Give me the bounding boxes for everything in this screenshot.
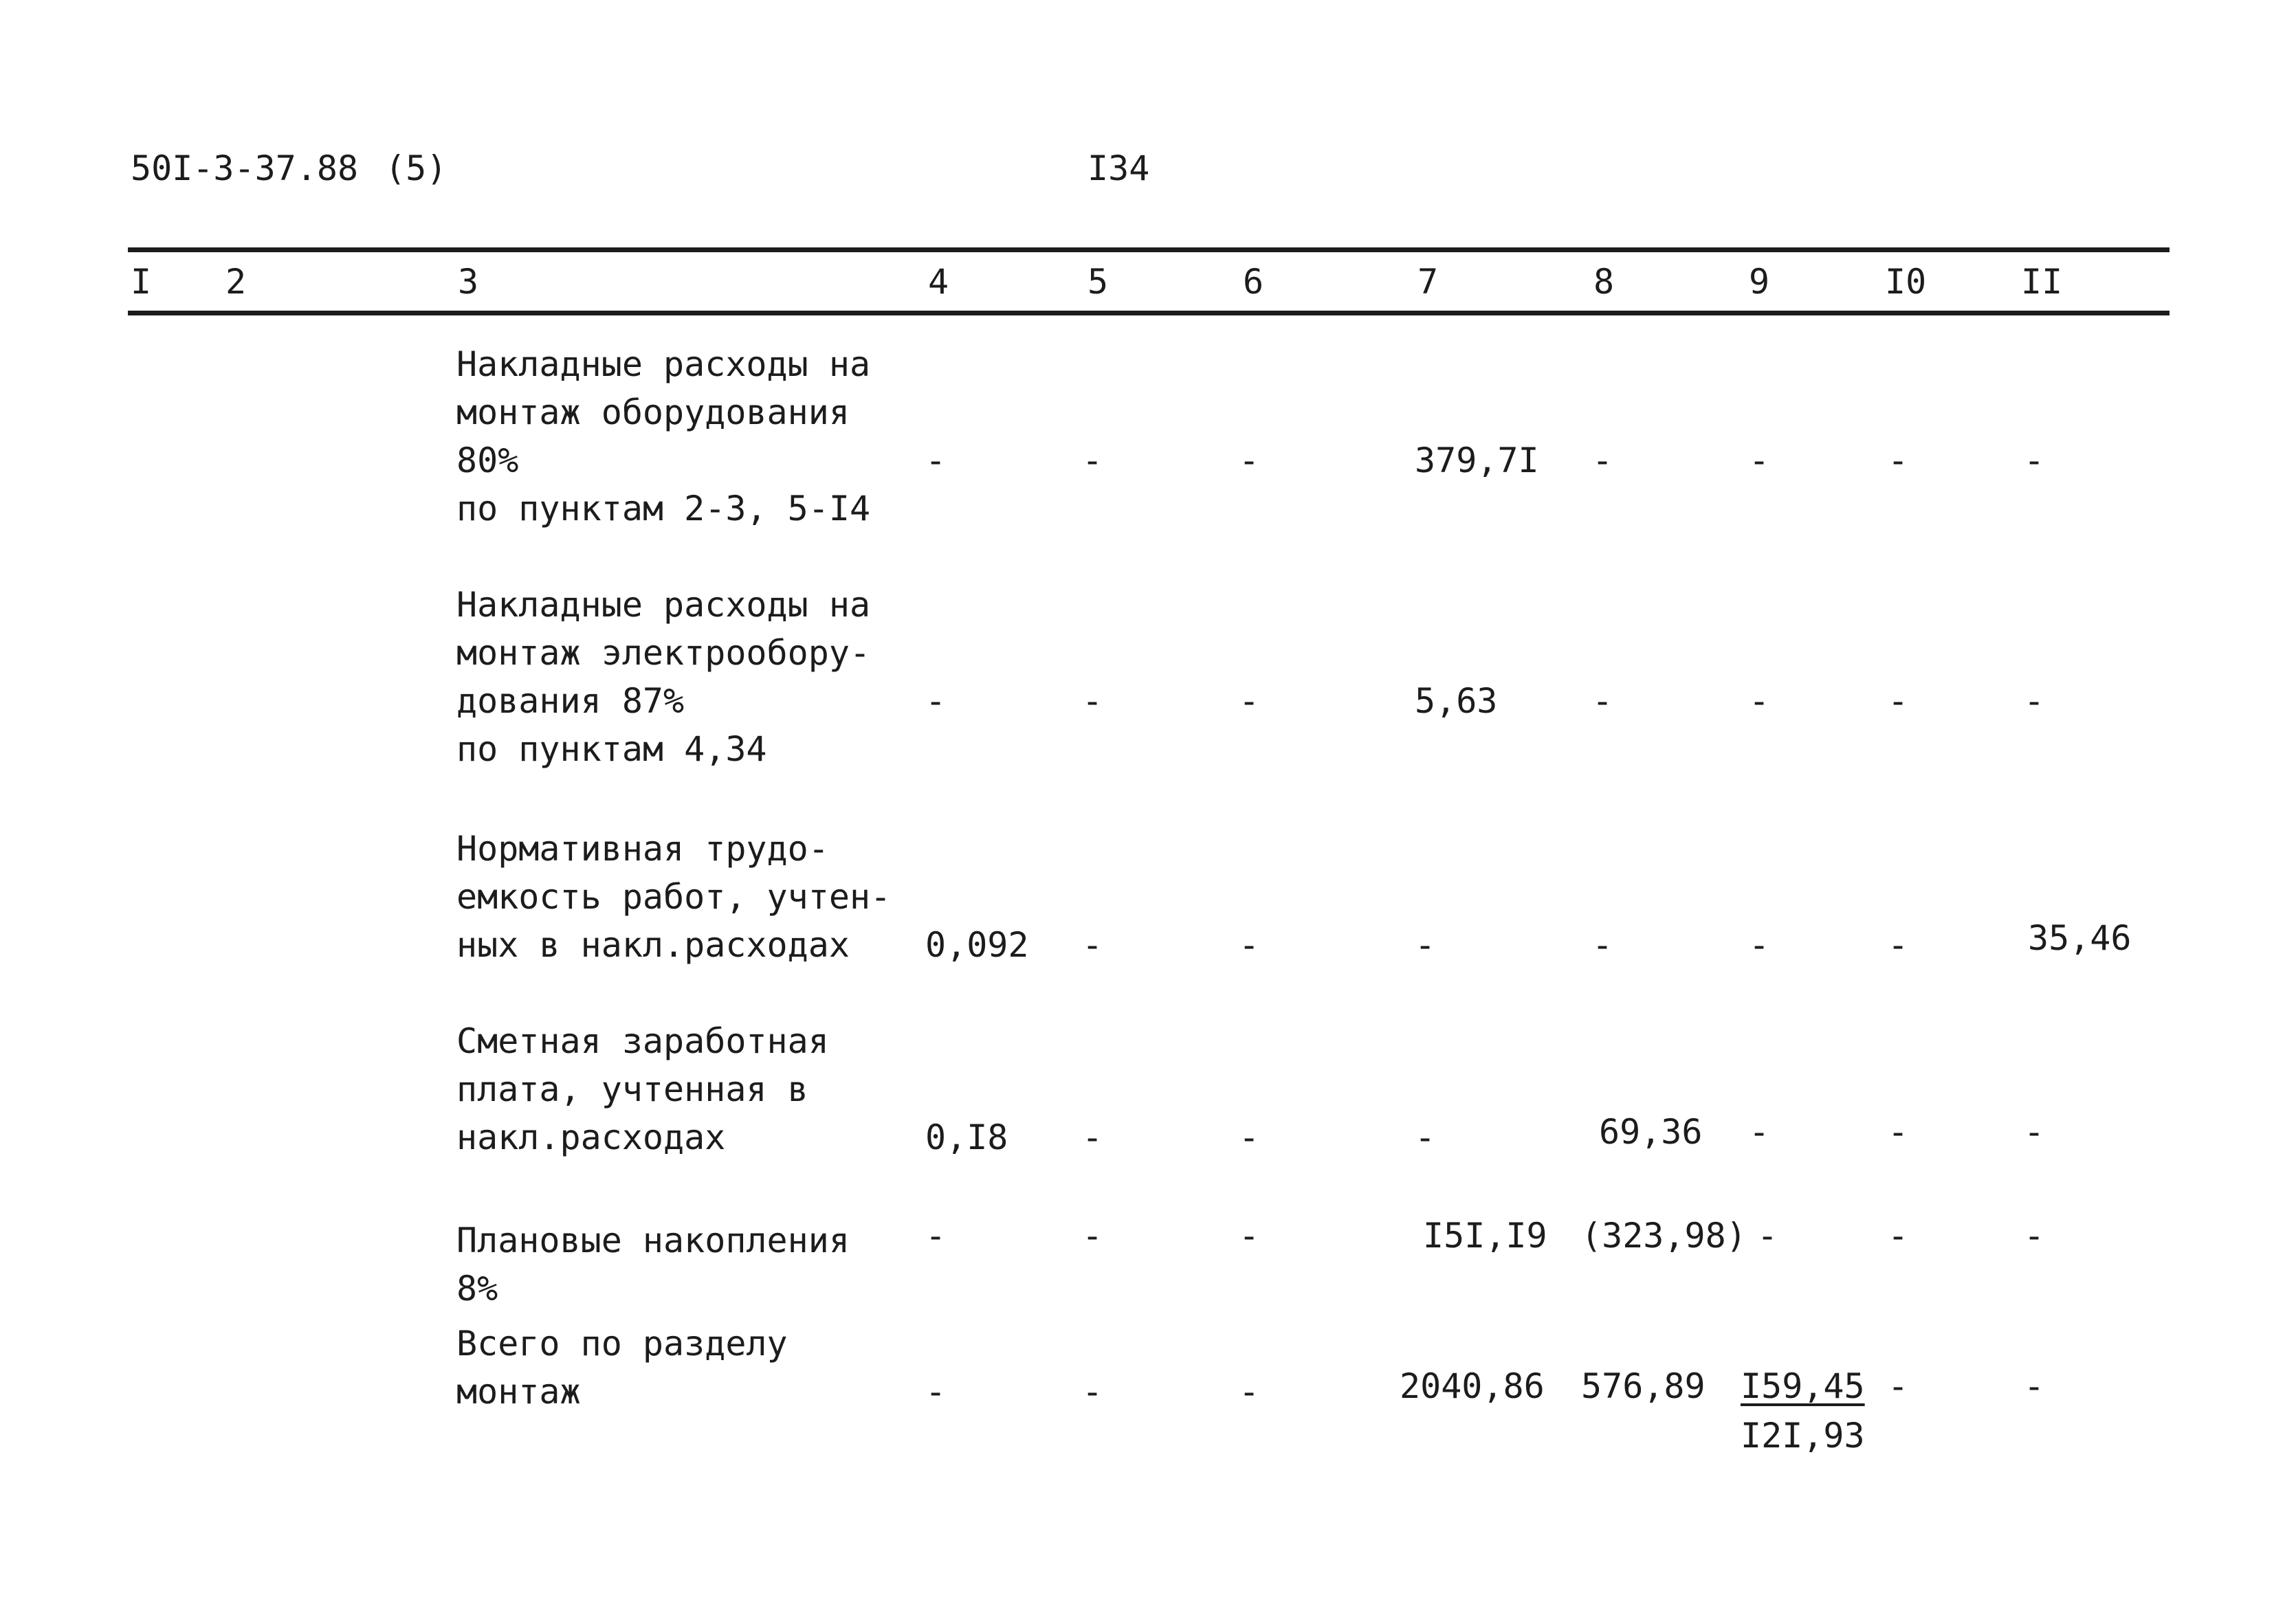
row-label: Сметная заработная плата, учтенная в накл.расходах xyxy=(456,1021,829,1157)
cell-col4: - xyxy=(925,1216,947,1256)
cell-col9: - xyxy=(1757,1216,1778,1256)
cell-col10: - xyxy=(1888,1216,1909,1256)
column-header-8: 8 xyxy=(1593,262,1615,302)
cell-col5: - xyxy=(1082,681,1103,721)
cell-col10: - xyxy=(1888,681,1909,721)
row-label: Накладные расходы на монтаж электрообору- дования 87% по пунктам 4,34 xyxy=(456,585,871,769)
table-header-rule xyxy=(128,311,2170,315)
cell-col11: - xyxy=(2024,681,2045,721)
cell-col9: - xyxy=(1749,925,1770,965)
column-header-3: 3 xyxy=(458,262,479,302)
row-label: Всего по разделу монтаж xyxy=(456,1324,788,1412)
column-header-11: II xyxy=(2021,262,2063,302)
cell-col8: 576,89 xyxy=(1581,1366,1706,1406)
column-header-6: 6 xyxy=(1243,262,1264,302)
column-header-9: 9 xyxy=(1749,262,1770,302)
column-header-7: 7 xyxy=(1417,262,1439,302)
cell-col6: - xyxy=(1239,1216,1260,1256)
cell-col6: - xyxy=(1239,925,1260,965)
document-part: (5) xyxy=(385,148,448,188)
cell-col5: - xyxy=(1082,1216,1103,1256)
cell-col7: 379,7I xyxy=(1415,441,1539,480)
cell-col7: 2040,86 xyxy=(1400,1366,1545,1406)
cell-col9-numerator: I59,45 xyxy=(1741,1366,1865,1406)
cell-col11: - xyxy=(2024,1216,2045,1256)
column-header-10: I0 xyxy=(1885,262,1927,302)
cell-col10: - xyxy=(1888,1366,1909,1406)
cell-col4: - xyxy=(925,441,947,480)
cell-col8: - xyxy=(1592,681,1613,721)
row-label: Плановые накопления 8% xyxy=(456,1221,850,1309)
cell-col4: 0,092 xyxy=(925,925,1029,965)
cell-col10: - xyxy=(1888,925,1909,965)
page-number: I34 xyxy=(1088,148,1150,188)
cell-col7: I5I,I9 xyxy=(1423,1216,1547,1256)
cell-col6: - xyxy=(1239,681,1260,721)
column-header-2: 2 xyxy=(225,262,247,302)
cell-col4: - xyxy=(925,1372,947,1412)
cell-col9: - xyxy=(1749,441,1770,480)
cell-col11: - xyxy=(2024,441,2045,480)
cell-col8: - xyxy=(1592,441,1613,480)
cell-col5: - xyxy=(1082,441,1103,480)
cell-col7: - xyxy=(1415,1117,1436,1157)
document-code: 50I-3-37.88 xyxy=(131,148,359,188)
cell-col10: - xyxy=(1888,1112,1909,1152)
cell-col5: - xyxy=(1082,1372,1103,1412)
cell-col8: 69,36 xyxy=(1599,1112,1703,1152)
cell-col8: (323,98) xyxy=(1581,1216,1747,1256)
cell-col5: - xyxy=(1082,1117,1103,1157)
column-header-1: I xyxy=(131,262,152,302)
cell-col9: - xyxy=(1749,681,1770,721)
cell-col4: 0,I8 xyxy=(925,1117,1008,1157)
cell-col11: - xyxy=(2024,1366,2045,1406)
cell-col6: - xyxy=(1239,441,1260,480)
cell-col8: - xyxy=(1592,925,1613,965)
cell-col9-denominator: I2I,93 xyxy=(1741,1416,1865,1456)
cell-col7: - xyxy=(1415,925,1436,965)
cell-col11: 35,46 xyxy=(2028,918,2132,958)
column-header-5: 5 xyxy=(1088,262,1109,302)
cell-col6: - xyxy=(1239,1372,1260,1412)
column-header-4: 4 xyxy=(928,262,949,302)
table-top-rule xyxy=(128,247,2170,252)
cell-col11: - xyxy=(2024,1112,2045,1152)
cell-col5: - xyxy=(1082,925,1103,965)
cell-col7: 5,63 xyxy=(1415,681,1498,721)
cell-col9: - xyxy=(1749,1112,1770,1152)
row-label: Накладные расходы на монтаж оборудования 80% по пунктам 2-3, 5-I4 xyxy=(456,344,871,529)
cell-col6: - xyxy=(1239,1117,1260,1157)
cell-col10: - xyxy=(1888,441,1909,480)
cell-col4: - xyxy=(925,681,947,721)
row-label: Нормативная трудо- емкость работ, учтен- ных в накл.расходах xyxy=(456,829,892,965)
